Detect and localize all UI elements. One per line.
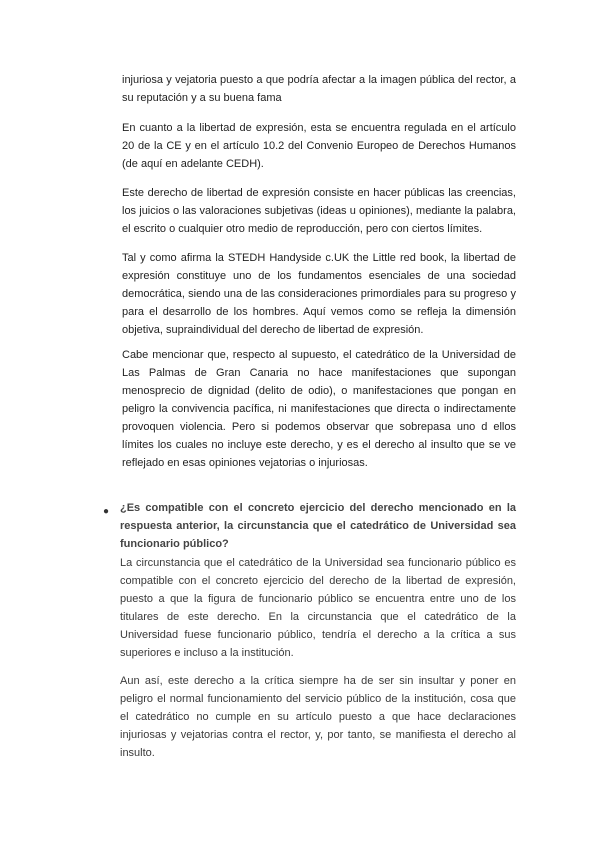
answer-paragraph-1: La circunstancia que el catedrático de la Universidad sea funcionario público es compatible con el concreto ejercicio del derecho de la libertad de expresión, puesto a que la figura de funcionario público se encuentra entre uno de los titulares de este derecho. En la circunstancia que el catedrático de la Universidad fuese funcionario público, tendría el derecho a la crítica a sus superiores e incluso a la institución. <box>120 557 516 659</box>
bullet-question: ¿Es compatible con el concreto ejercicio del derecho mencionado en la respuesta anterior, la circunstancia que el catedrático de Universidad sea funcionario público? <box>120 502 516 550</box>
bullet-icon: ● <box>103 506 110 517</box>
paragraph-4: Tal y como afirma la STEDH Handyside c.UK the Little red book, la libertad de expresión constituye uno de los fundamentos esenciales de una sociedad democrática, siendo una de las consideraciones primordiales para su progreso y para el desarrollo de los hombres. Aquí vemos como se refleja la dimensión objetiva, supraindividual del derecho de libertad de expresión. <box>122 252 516 336</box>
paragraph-2: En cuanto a la libertad de expresión, esta se encuentra regulada en el artículo 20 de la CE y en el artículo 10.2 del Convenio Europeo de Derechos Humanos (de aquí en adelante CEDH). <box>122 122 516 170</box>
paragraph-5: Cabe mencionar que, respecto al supuesto, el catedrático de la Universidad de Las Palmas de Gran Canaria no hace manifestaciones que supongan menosprecio de dignidad (delito de odio), o manifestaciones que pongan en peligro la convivencia pacífica, ni manifestaciones que directa o indirectamente provoquen violencia. Pero si podemos observar que sobrepasa uno d ellos límites los cuales no incluye este derecho, y es el derecho al insulto que se ve reflejado en esas opiniones vejatorias o injuriosas. <box>122 349 516 469</box>
answer-paragraph-2: Aun así, este derecho a la crítica siempre ha de ser sin insultar y poner en peligro el normal funcionamiento del servicio público de la institución, cosa que el catedrático no cumple en su artículo puesto a que hace declaraciones injuriosas y vejatorias contra el rector, y, por tanto, se manifiesta el derecho al insulto. <box>120 675 516 759</box>
paragraph-3: Este derecho de libertad de expresión consiste en hacer públicas las creencias, los juicios o las valoraciones subjetivas (ideas u opiniones), mediante la palabra, el escrito o cualquier otro medio de reproducción, pero con ciertos límites. <box>122 187 516 235</box>
paragraph-1: injuriosa y vejatoria puesto a que podría afectar a la imagen pública del rector, a su reputación y a su buena fama <box>122 74 516 104</box>
